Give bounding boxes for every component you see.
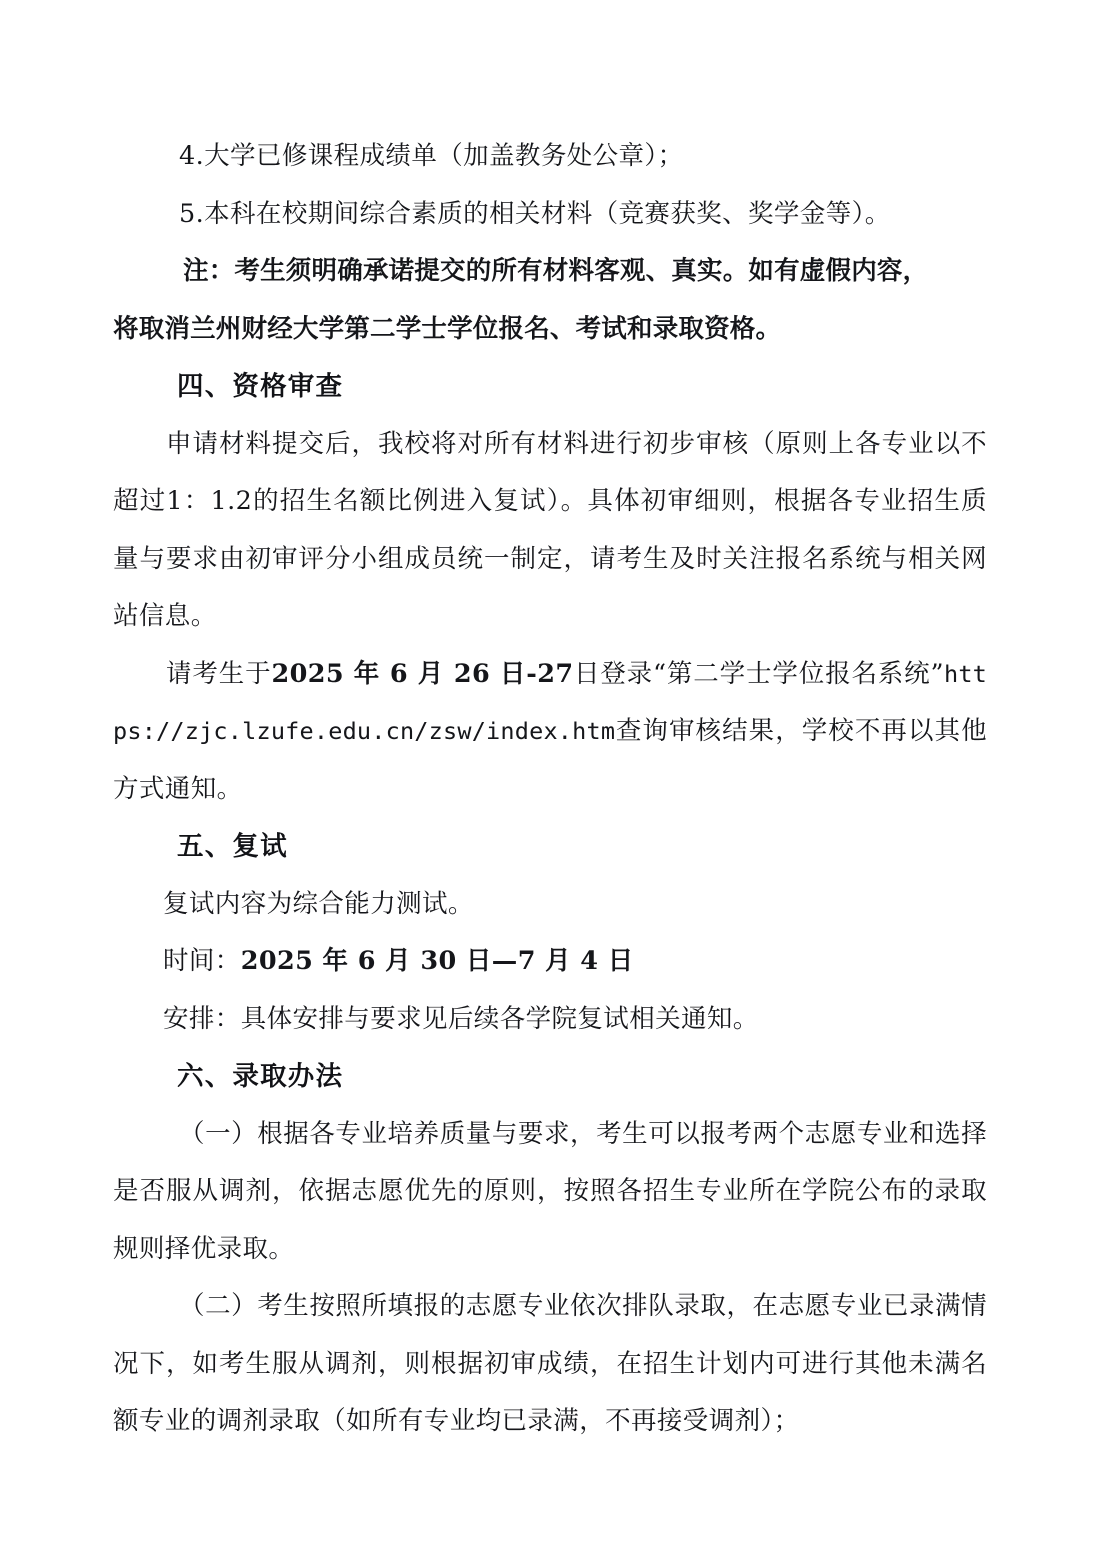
admission-item-1: （一）根据各专业培养质量与要求，考生可以报考两个志愿专业和选择是否服从调剂，依据志愿优先的原则，按照各招生专业所在学院公布的录取规则择优录取。 — [113, 1118, 987, 1264]
document-body — [113, 128, 987, 1451]
section-four-paragraph-2 — [113, 646, 987, 819]
material-item-4: 4.大学已修课程成绩单（加盖教务处公章）； — [179, 141, 684, 171]
retest-time-label: 时间： — [163, 946, 241, 976]
registration-system-url: https://zjc.lzufe.edu.cn/zsw/index.htm — [113, 659, 988, 745]
paragraph-text-part-1: 请考生于 — [166, 658, 272, 689]
retest-time-value: 2025 年 6 月 30 日—7 月 4 日 — [240, 946, 634, 976]
section-four-paragraph-1 — [113, 416, 987, 646]
retest-content-line: 复试内容为综合能力测试。 — [163, 888, 474, 919]
registration-date-range: 2025 年 6 月 26 日-27 — [271, 658, 574, 689]
section-heading-four: 四、资格审查 — [177, 371, 344, 402]
note-line-1: 注：考生须明确承诺提交的所有材料客观、真实。如有虚假内容， — [183, 256, 929, 286]
note-line-2: 将取消兰州财经大学第二学士学位报名、考试和录取资格。 — [113, 313, 782, 344]
section-heading-six: 六、录取办法 — [177, 1061, 344, 1092]
retest-arrangement-line: 安排：具体安排与要求见后续各学院复试相关通知。 — [163, 1003, 759, 1034]
retest-time-line — [113, 933, 987, 991]
admission-item-2: （二）考生按照所填报的志愿专业依次排队录取，在志愿专业已录满情况下，如考生服从调剂，则根据初审成绩，在招生计划内可进行其他未满名额专业的调剂录取（如所有专业均已录满，不再接受调剂）； — [113, 1291, 987, 1436]
paragraph-text-part-3: 查询审核结果，学校不再以其他方式通知。 — [113, 716, 987, 804]
admission-ratio: 1：1.2 — [166, 486, 253, 516]
paragraph-text-part-2: 的招生名额比例进入复试）。具体初审细则，根据各专业招生质量与要求由初审评分小组成员统一制定，请考生及时关注报名系统与相关网站信息。 — [113, 486, 988, 631]
section-heading-five: 五、复试 — [177, 831, 288, 862]
paragraph-text-part-1: 申请材料提交后，我校将对所有材料进行初步审核（原则上各专业以不超过 — [113, 428, 987, 516]
paragraph-text-part-2: 日登录“第二学士学位报名系统” — [573, 658, 944, 689]
material-item-5: 5.本科在校期间综合素质的相关材料（竞赛获奖、奖学金等）。 — [179, 198, 891, 229]
